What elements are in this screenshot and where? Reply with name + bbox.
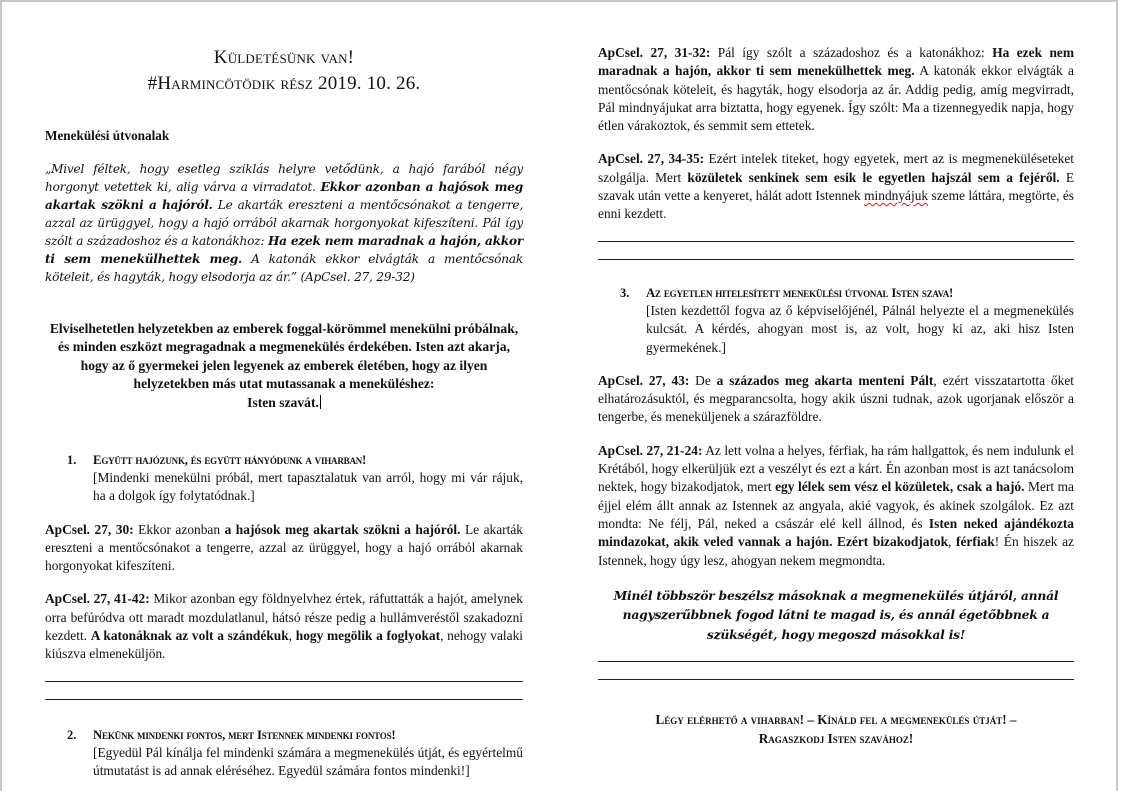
right-column — [598, 0, 1074, 748]
scripture-reference: ApCsel. 27, 21-24: — [598, 442, 703, 458]
exhortation: Minél többször beszélsz másoknak a megmenekülés útjáról, annál nagyszerűbbnek fogod látni te magad is, és annál égetőbbnek a szükségét, hogy megoszd másokkal is! — [613, 587, 1059, 642]
closing-motto — [598, 710, 1074, 748]
list-number: 3. — [620, 285, 630, 300]
scripture-reference: ApCsel. 27, 31-32: — [598, 45, 711, 60]
paragraph-bold: a százados meg akarta menteni Pált — [716, 372, 934, 388]
document-subtitle: #Harmincötödik rész 2019. 10. 26. — [147, 73, 421, 94]
list-item-3 — [598, 284, 1074, 357]
scripture-reference: ApCsel. 27, 43: — [598, 372, 690, 388]
paragraph-text: , — [948, 534, 957, 550]
scripture-reference: ApCsel. 27, 34-35: — [598, 151, 705, 167]
list-item-1 — [45, 451, 523, 506]
scripture-paragraph — [598, 442, 1074, 570]
paragraph-text: , nehogy valaki kiúszva elmeneküljön. — [45, 627, 523, 662]
quote-text: A katonák ekkor elvágták a mentőcsónak köteleit, és hagyták, hogy elsodorja az ár.” (ApCsel. 27, 29-32) — [45, 251, 523, 284]
paragraph-bold: Ha ezek nem maradnak a hajón, akkor ti sem menekülhettek meg. — [598, 45, 1074, 79]
paragraph-text: Ezért intelek titeket, hogy egyetek, mert az is megmeneküléseteket szolgálja. Mert — [598, 151, 1075, 185]
paragraph-text: Pál így szólt a századoshoz és a katonákhoz: — [710, 45, 993, 60]
scripture-reference: ApCsel. 27, 41-42: — [45, 591, 150, 607]
paragraph-text: , — [288, 627, 296, 643]
writing-line — [598, 259, 1074, 260]
writing-line — [45, 681, 523, 682]
paragraph-text: A katonák ekkor elvágták a mentőcsónak köteleit, és hagyták, hogy elsodorja az ár. Addig pedig, amíg megvirradt, Pál mindnyájukat arra biztatta, hogy egyenek. Így szólt: Ma a tizennegyedik napja, hogy étlen várakoztok, és semmit sem ettetek. — [598, 63, 1075, 134]
scripture-paragraph — [45, 590, 523, 663]
text-cursor — [320, 395, 321, 409]
scripture-paragraph — [45, 521, 523, 576]
paragraph-text: De — [689, 372, 717, 388]
writing-line — [598, 679, 1074, 680]
paragraph-bold: közületek senkinek sem esik le egyetlen hajszál sem a fejéről. — [687, 169, 1060, 185]
list-item-heading: Együtt hajózunk, és együtt hányódunk a viharban! — [93, 452, 367, 467]
closing-line: Légy elérhető a viharban! – Kínáld fel a megmenekülés útját! – — [655, 712, 1017, 728]
writing-line — [598, 241, 1074, 242]
paragraph-bold: egy lélek sem vész el közületek, csak a hajó. — [775, 479, 1025, 495]
paragraph-bold: Isten neked ajándékozta mindazokat, akik veled vannak a hajón. Ezért bizakodjatok — [598, 515, 1074, 550]
scripture-paragraph — [598, 44, 1074, 135]
writing-line — [45, 699, 523, 700]
paragraph-text: Le akarták ereszteni a mentőcsónakot a tengerre, azzal az ürüggyel, hogy a hajó orrából akarnak horgonyokat kifeszíteni. — [45, 521, 523, 574]
list-number: 1. — [67, 452, 77, 467]
paragraph-text: szeme láttára, megtörte, és enni kezdett. — [598, 188, 1074, 222]
list-item-heading: Az egyetlen hitelesített menekülési útvonal Isten szava! — [646, 285, 954, 300]
paragraph-bold: A katonáknak az volt a szándékuk — [90, 627, 289, 643]
section-heading: Menekülési útvonalak — [45, 128, 170, 143]
writing-line — [598, 661, 1074, 662]
paragraph-bold: hogy megölik a foglyokat — [295, 627, 441, 643]
paragraph-text: , ezért visszatartotta őket elhatározásuktól, és megparancsolta, hogy akik úszni tudnak, azok ugorjanak először a tengerbe, és meneküljenek a szárazföldre. — [598, 372, 1074, 425]
list-item-text: [Mindenki menekülni próbál, mert tapasztalatuk van arról, hogy mi vár rájuk, ha a dolgok így folytatódnak.] — [93, 469, 523, 504]
paragraph-text: Mikor azonban egy földnyelvhez értek, ráfuttatták a hajót, amelynek orra befúródva ott maradt mozdulatlanul, hátsó része pedig a hullámveréstől szakadozni kezdett. — [45, 591, 523, 643]
paragraph-text: E szavak után vette a kenyeret, hálát adott Istennek — [598, 169, 1074, 204]
list-item-2 — [45, 726, 523, 781]
paragraph-text: ! Én hiszek az Istennek, hogy úgy lesz, ahogyan nekem megmondta. — [598, 534, 1074, 568]
list-item-text: [Isten kezdettől fogva az ő képviselőjénél, Pálnál helyezte el a megmenekülés kulcsát. A kérdés, ahogyan most is, az volt, hogy ki az, aki hisz Isten gyermekének.] — [646, 302, 1074, 355]
left-column — [45, 0, 523, 780]
scripture-paragraph — [598, 150, 1074, 223]
paragraph-text: Az lett volna a helyes, férfiak, ha rám hallgattok, és nem indulunk el Krétából, hogy elkerüljük ezt a veszélyt és ezt a kárt. Én azonban most is azt tanácsolom nektek, hogy bizakodjatok, mert — [598, 442, 1074, 495]
scripture-quote — [45, 161, 523, 286]
paragraph-bold: a hajósok meg akartak szökni a hajóról. — [224, 521, 461, 537]
quote-text: Le akarták ereszteni a mentőcsónakot a tengerre, azzal az ürüggyel, hogy a hajó orrából akarnak horgonyokat kifeszíteni. Pál így szólt a századoshoz és a katonákhoz: — [45, 198, 524, 248]
spellcheck-flagged-word[interactable]: mindnyájuk — [864, 188, 929, 204]
intro-text-last: Isten szavát. — [247, 395, 319, 411]
quote-text: „Mivel féltek, hogy esetleg sziklás helyre vetődünk, a hajó farából négy horgonyt vetettek ki, alig várva a virradatot. — [45, 162, 523, 195]
quote-bold: Ha ezek nem maradnak a hajón, akkor ti sem menekülhettek meg. — [45, 233, 523, 266]
paragraph-text: Mert ma éjjel elém állt annak az Istennek az angyala, akié vagyok, és akinek szolgálok. Ez azt mondta: Ne félj, Pál, neked a császár elé kell állnod, és — [598, 479, 1074, 531]
paragraph-bold: férfiak — [956, 534, 995, 550]
list-item-heading: Nekünk mindenki fontos, mert Istennek mindenki fontos! — [93, 727, 396, 742]
list-number: 2. — [67, 727, 77, 742]
closing-line: Ragaszkodj Isten szavához! — [758, 731, 914, 747]
intro-text: Elviselhetetlen helyzetekben az emberek foggal-körömmel menekülni próbálnak, és minden eszközt megragadnak a megmenekülés érdekében. Isten azt akarja, hogy az ő gyermekei jelen legyenek az emberek életében, hogy az ilyen helyzetekben más utat mutassanak a meneküléshez: — [49, 320, 519, 392]
scripture-paragraph — [598, 372, 1074, 427]
scripture-reference: ApCsel. 27, 30: — [45, 521, 134, 537]
list-item-text: [Egyedül Pál kínálja fel mindenki számára a megmenekülés útját, és egyértelmű útmutatást is ad annak eléréséhez. Egyedül számára fontos mindenki!] — [93, 744, 523, 779]
intro-statement[interactable] — [45, 320, 523, 413]
paragraph-text: Ekkor azonban — [133, 521, 225, 537]
quote-bold: Ekkor azonban a hajósok meg akartak szökni a hajóról. — [45, 180, 523, 213]
document-title: Küldetésünk van! — [213, 47, 355, 68]
